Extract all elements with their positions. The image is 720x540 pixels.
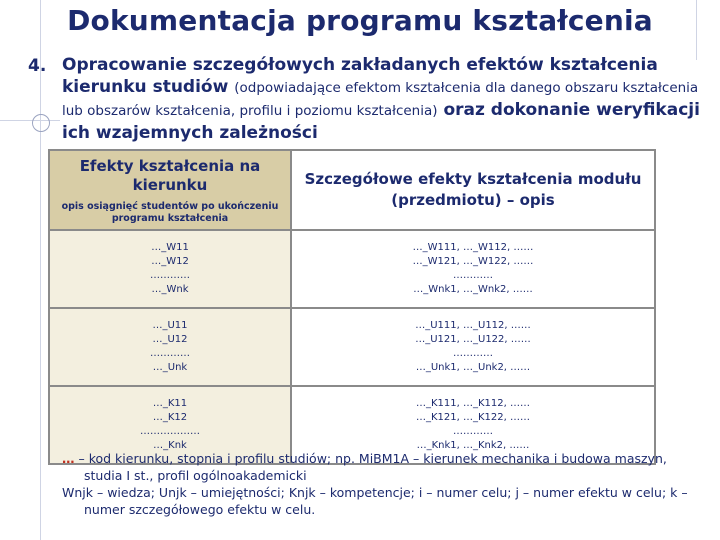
module-outcome: …_K111, …_K112, …… [415,398,530,409]
module-outcome: …_W111, …_W112, …… [412,242,534,253]
footnote-dots: … [62,451,75,466]
heading-bold-end: oraz dokonanie weryfikacji ich wzajemnych zależności [62,100,700,143]
header-right-cell [291,150,655,230]
table-header-row [49,150,655,230]
row-left-cell [49,230,291,308]
header-left-title: Efekty kształcenia na kierunku [79,157,261,194]
table-row [49,230,655,308]
course-outcome: …_Knk [153,440,187,451]
module-outcome: …_Knk1, …_Knk2, …… [416,440,530,451]
module-outcome: …_Unk1, …_Unk2, …… [415,362,531,373]
crosshair-icon [28,110,54,136]
course-outcome: …_Wnk [151,284,189,295]
heading-bold: Opracowanie szczegółowych zakładanych efektów kształcenia kierunku studiów [62,55,658,97]
table-row [49,308,655,386]
ellipsis-row: ………… [453,270,493,281]
section-number: 4. [28,56,47,76]
row-left-cell [49,308,291,386]
row-right-cell [291,230,655,308]
header-right-title: Szczegółowe efekty kształcenia modułu (przedmiotu) – opis [304,170,642,209]
ellipsis-row: ………… [150,348,190,359]
course-outcome: …_W11 [151,242,189,253]
module-outcome: …_Wnk1, …_Wnk2, …… [413,284,533,295]
ellipsis-row: ………… [453,348,493,359]
page-title: Dokumentacja programu kształcenia [67,4,653,37]
course-outcome: …_U11 [152,320,188,331]
footnote-line: Wnjk – wiedza; Unjk – umiejętności; Knjk – kompetencje; i – numer celu; j – numer efektu w celu; k – [62,485,688,500]
guide-line-vertical [40,0,41,540]
module-outcome: …_U121, …_U122, …… [415,334,531,345]
header-left-subtitle: opis osiągnięć studentów po ukończeniu programu kształcenia [61,201,279,224]
module-outcome: …_K121, …_K122, …… [415,412,530,423]
course-outcome: …_K11 [152,398,188,409]
heading-note: (odpowiadające efektom kształcenia dla danego obszaru kształcenia lub obszarów kształcenia, profilu i poziomu kształcenia) [62,80,699,119]
row-right-cell [291,308,655,386]
course-outcome: …_Unk [152,362,188,373]
ellipsis-row: ………… [150,270,190,281]
ellipsis-row: ……………… [140,426,200,437]
module-outcome: …_U111, …_U112, …… [415,320,531,331]
ellipsis-row: ………… [453,426,493,437]
section-heading [62,54,712,144]
outcomes-table [48,149,656,465]
course-outcome: …_K12 [152,412,188,423]
footnote-line [62,450,702,467]
footnote-line: numer szczegółowego efektu w celu. [84,502,316,517]
course-outcome: …_W12 [151,256,189,267]
footnote-line: studia I st., profil ogólnoakademicki [84,468,307,483]
footnote-text: – kod kierunku, stopnia i profilu studiów; np. MiBM1A – kierunek mechanika i budowa maszyn, [74,451,667,466]
module-outcome: …_W121, …_W122, …… [412,256,534,267]
header-left-cell [49,150,291,230]
footnote [62,450,702,518]
course-outcome: …_U12 [152,334,188,345]
